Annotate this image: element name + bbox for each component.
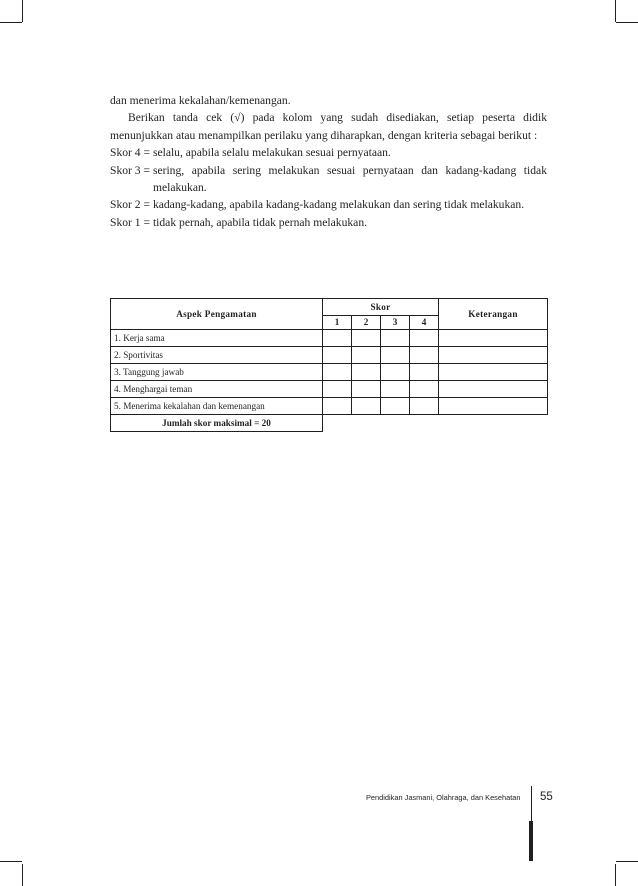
table-row bbox=[111, 330, 548, 347]
keterangan-cell bbox=[439, 347, 548, 364]
footer-book-title: Pendidikan Jasmani, Olahraga, dan Kesehatan bbox=[366, 793, 521, 802]
score-col-1: 1 bbox=[323, 315, 352, 329]
crop-mark bbox=[0, 861, 22, 862]
table-row bbox=[111, 347, 548, 364]
criteria-text: kadang-kadang, apabila kadang-kadang melakukan dan sering tidak melakukan. bbox=[152, 198, 525, 212]
score-col-2: 2 bbox=[352, 315, 381, 329]
table-row bbox=[111, 364, 548, 381]
score-cell bbox=[323, 364, 352, 381]
crop-mark bbox=[22, 0, 23, 22]
score-cell bbox=[352, 381, 381, 398]
score-cell bbox=[410, 398, 439, 415]
score-cell bbox=[381, 347, 410, 364]
criteria-text: selalu, apabila selalu melakukan sesuai pernyataan. bbox=[152, 146, 391, 160]
keterangan-cell bbox=[439, 398, 548, 415]
table-row bbox=[111, 398, 548, 415]
criteria-text: sering, apabila sering melakukan sesuai pernyataan dan kadang-kadang tidak melakukan. bbox=[152, 163, 547, 195]
aspect-label: 5. Menerima kekalahan dan kemenangan bbox=[111, 398, 323, 415]
score-cell bbox=[352, 398, 381, 415]
criteria-label: Skor 2 = bbox=[110, 198, 153, 212]
criteria-item bbox=[110, 214, 547, 231]
paragraph-continuation: dan menerima kekalahan/kemenangan. bbox=[110, 94, 291, 107]
score-col-3: 3 bbox=[381, 315, 410, 329]
keterangan-cell bbox=[439, 364, 548, 381]
score-cell bbox=[352, 347, 381, 364]
header-aspek: Aspek Pengamatan bbox=[111, 299, 323, 330]
score-cell bbox=[410, 330, 439, 347]
total-row bbox=[111, 415, 548, 432]
score-cell bbox=[323, 347, 352, 364]
observation-table bbox=[110, 298, 548, 432]
score-cell bbox=[381, 398, 410, 415]
aspect-label: 4. Menghargai teman bbox=[111, 381, 323, 398]
score-cell bbox=[323, 330, 352, 347]
criteria-item bbox=[110, 144, 547, 161]
score-cell bbox=[323, 398, 352, 415]
criteria-label: Skor 1 = bbox=[110, 215, 153, 229]
aspect-label: 3. Tanggung jawab bbox=[111, 364, 323, 381]
crop-mark bbox=[616, 861, 638, 862]
header-skor: Skor bbox=[323, 299, 439, 316]
aspect-label: 1. Kerja sama bbox=[111, 330, 323, 347]
criteria-text: tidak pernah, apabila tidak pernah melakukan. bbox=[152, 215, 368, 229]
header-keterangan: Keterangan bbox=[439, 299, 548, 330]
score-cell bbox=[381, 381, 410, 398]
score-cell bbox=[352, 330, 381, 347]
paragraph-instruction: Berikan tanda cek (√) pada kolom yang sudah disediakan, setiap peserta didik menunjukkan atau menampilkan perilaku yang diharapkan, dengan kriteria sebagai berikut : bbox=[110, 111, 547, 142]
keterangan-cell bbox=[439, 330, 548, 347]
criteria-label: Skor 3 = bbox=[110, 163, 153, 177]
aspect-label: 2. Sportivitas bbox=[111, 347, 323, 364]
criteria-item bbox=[110, 162, 547, 197]
crop-mark bbox=[616, 22, 638, 23]
score-cell bbox=[323, 381, 352, 398]
criteria-label: Skor 4 = bbox=[110, 146, 153, 160]
score-cell bbox=[410, 364, 439, 381]
crop-mark bbox=[0, 22, 22, 23]
score-cell bbox=[381, 364, 410, 381]
table-row bbox=[111, 381, 548, 398]
crop-mark bbox=[615, 864, 616, 886]
score-col-4: 4 bbox=[410, 315, 439, 329]
score-cell bbox=[381, 330, 410, 347]
keterangan-cell bbox=[439, 381, 548, 398]
score-cell bbox=[410, 381, 439, 398]
crop-mark bbox=[22, 864, 23, 886]
page-number: 55 bbox=[540, 791, 553, 803]
footer-divider bbox=[531, 786, 532, 822]
crop-mark bbox=[615, 0, 616, 22]
total-label: Jumlah skor maksimal = 20 bbox=[111, 415, 323, 432]
score-cell bbox=[352, 364, 381, 381]
score-cell bbox=[410, 347, 439, 364]
criteria-item bbox=[110, 196, 547, 213]
body-text bbox=[110, 92, 547, 231]
footer-tab-bar bbox=[529, 821, 533, 861]
